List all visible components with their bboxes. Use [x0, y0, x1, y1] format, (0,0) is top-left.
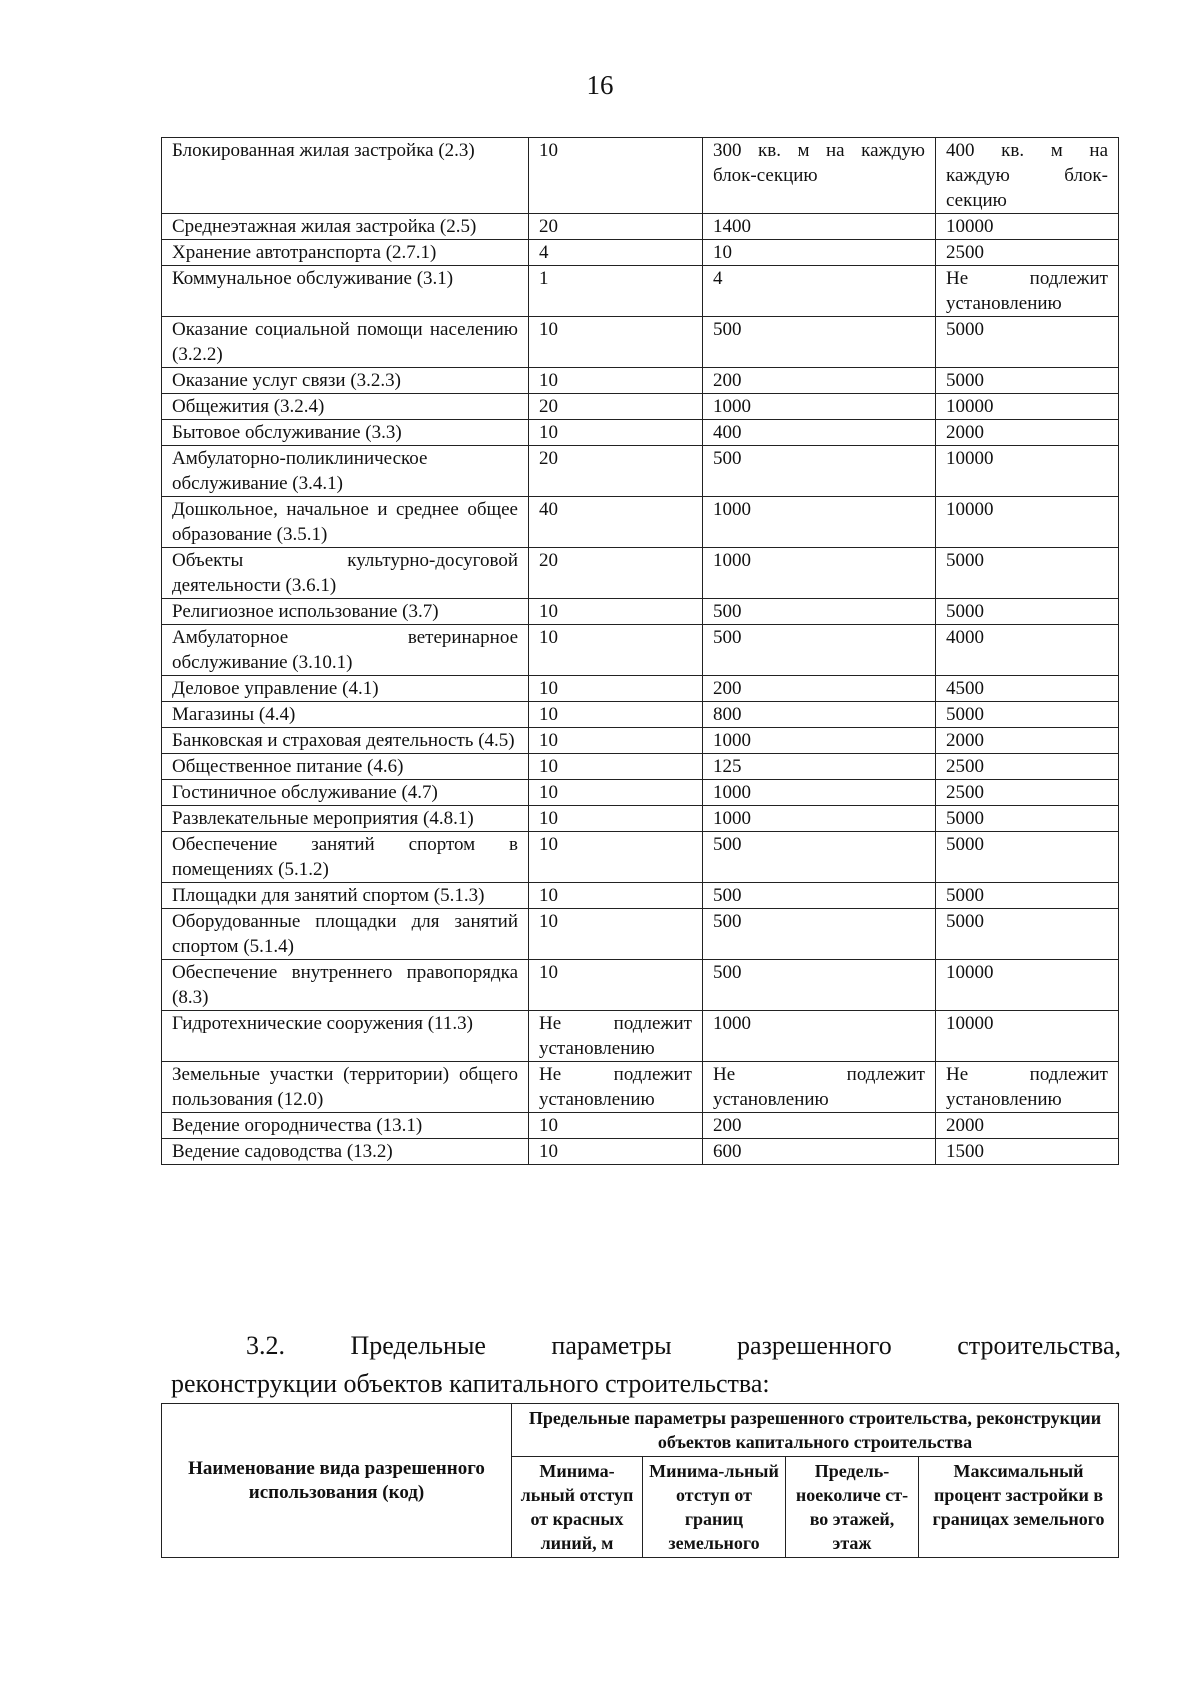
use-type-cell: Коммунальное обслуживание (3.1) [162, 266, 529, 317]
table-row [162, 728, 1119, 754]
table-row [162, 497, 1119, 548]
table-row [162, 754, 1119, 780]
value-cell-3: 5000 [936, 368, 1119, 394]
value-cell-3: 2500 [936, 754, 1119, 780]
value-cell-2: 4 [703, 266, 936, 317]
use-type-cell: Обеспечение занятий спортом в помещениях (5.1.2) [162, 832, 529, 883]
value-cell-1: Не подлежит установлению [529, 1011, 703, 1062]
value-cell-1: 20 [529, 548, 703, 599]
value-cell-2: 500 [703, 446, 936, 497]
table-row [162, 1139, 1119, 1165]
value-cell-1: 20 [529, 446, 703, 497]
value-cell-3: 4500 [936, 676, 1119, 702]
table-row [162, 599, 1119, 625]
value-cell-2: 1000 [703, 728, 936, 754]
use-type-cell: Среднеэтажная жилая застройка (2.5) [162, 214, 529, 240]
value-cell-1: 1 [529, 266, 703, 317]
page-number: 16 [586, 70, 614, 100]
value-cell-3: 5000 [936, 548, 1119, 599]
table-row [162, 317, 1119, 368]
value-cell-3: 10000 [936, 1011, 1119, 1062]
value-cell-3: 5000 [936, 909, 1119, 960]
value-cell-1: 10 [529, 909, 703, 960]
value-cell-2: 1000 [703, 548, 936, 599]
value-cell-2: 500 [703, 599, 936, 625]
value-cell-3: Не подлежит установлению [936, 266, 1119, 317]
construction-params-table [161, 1403, 1119, 1558]
value-cell-1: 10 [529, 1113, 703, 1139]
table-row [162, 420, 1119, 446]
value-cell-3: 2500 [936, 780, 1119, 806]
use-type-cell: Гидротехнические сооружения (11.3) [162, 1011, 529, 1062]
table-row [162, 960, 1119, 1011]
use-type-cell: Деловое управление (4.1) [162, 676, 529, 702]
table-row [162, 625, 1119, 676]
table-row [162, 214, 1119, 240]
value-cell-1: 10 [529, 138, 703, 214]
value-cell-1: 10 [529, 806, 703, 832]
use-type-cell: Объекты культурно-досуговой деятельности (3.6.1) [162, 548, 529, 599]
value-cell-3: 2000 [936, 1113, 1119, 1139]
header-use-type-name: Наименование вида разрешенного использования (код) [162, 1404, 512, 1558]
value-cell-2: Не подлежит установлению [703, 1062, 936, 1113]
value-cell-2: 500 [703, 625, 936, 676]
value-cell-3: 10000 [936, 394, 1119, 420]
value-cell-2: 10 [703, 240, 936, 266]
table-row [162, 138, 1119, 214]
table-row [162, 368, 1119, 394]
value-cell-1: 20 [529, 214, 703, 240]
land-use-table [161, 137, 1119, 1165]
value-cell-2: 1000 [703, 806, 936, 832]
table-row [162, 806, 1119, 832]
value-cell-2: 200 [703, 1113, 936, 1139]
table-row [162, 240, 1119, 266]
value-cell-3: 5000 [936, 599, 1119, 625]
value-cell-1: 10 [529, 625, 703, 676]
value-cell-2: 500 [703, 317, 936, 368]
value-cell-1: 10 [529, 728, 703, 754]
section-heading [171, 1327, 1121, 1403]
table-row [162, 394, 1119, 420]
value-cell-3: 10000 [936, 497, 1119, 548]
use-type-cell: Банковская и страховая деятельность (4.5) [162, 728, 529, 754]
value-cell-3: 10000 [936, 214, 1119, 240]
value-cell-2: 500 [703, 909, 936, 960]
value-cell-2: 500 [703, 832, 936, 883]
value-cell-1: 10 [529, 676, 703, 702]
value-cell-2: 125 [703, 754, 936, 780]
use-type-cell: Амбулаторно-поликлиническое обслуживание (3.4.1) [162, 446, 529, 497]
value-cell-1: 10 [529, 702, 703, 728]
value-cell-1: 10 [529, 368, 703, 394]
value-cell-2: 1400 [703, 214, 936, 240]
value-cell-3: 2000 [936, 728, 1119, 754]
value-cell-1: 40 [529, 497, 703, 548]
value-cell-3: 4000 [936, 625, 1119, 676]
value-cell-2: 400 [703, 420, 936, 446]
header-min-setback-boundaries: Минима-льный отступ от границ земельного [643, 1457, 786, 1558]
value-cell-1: 10 [529, 1139, 703, 1165]
use-type-cell: Амбулаторное ветеринарное обслуживание (3.10.1) [162, 625, 529, 676]
value-cell-1: 10 [529, 420, 703, 446]
value-cell-3: 10000 [936, 960, 1119, 1011]
use-type-cell: Земельные участки (территории) общего пользования (12.0) [162, 1062, 529, 1113]
value-cell-1: 4 [529, 240, 703, 266]
use-type-cell: Бытовое обслуживание (3.3) [162, 420, 529, 446]
value-cell-3: 5000 [936, 317, 1119, 368]
table-row [162, 883, 1119, 909]
table-row [162, 832, 1119, 883]
value-cell-3: 5000 [936, 702, 1119, 728]
value-cell-2: 1000 [703, 394, 936, 420]
value-cell-2: 200 [703, 368, 936, 394]
table-row [162, 548, 1119, 599]
table-row [162, 780, 1119, 806]
value-cell-2: 1000 [703, 780, 936, 806]
value-cell-1: 10 [529, 960, 703, 1011]
value-cell-3: Не подлежит установлению [936, 1062, 1119, 1113]
value-cell-1: 10 [529, 599, 703, 625]
value-cell-2: 200 [703, 676, 936, 702]
value-cell-2: 800 [703, 702, 936, 728]
value-cell-3: 2000 [936, 420, 1119, 446]
table-row [162, 266, 1119, 317]
use-type-cell: Оказание социальной помощи населению (3.2.2) [162, 317, 529, 368]
table-row [162, 702, 1119, 728]
section-heading-line2: реконструкции объектов капитального строительства: [171, 1369, 770, 1398]
use-type-cell: Гостиничное обслуживание (4.7) [162, 780, 529, 806]
use-type-cell: Общежития (3.2.4) [162, 394, 529, 420]
use-type-cell: Хранение автотранспорта (2.7.1) [162, 240, 529, 266]
value-cell-1: 10 [529, 780, 703, 806]
value-cell-2: 1000 [703, 497, 936, 548]
value-cell-3: 5000 [936, 883, 1119, 909]
use-type-cell: Магазины (4.4) [162, 702, 529, 728]
value-cell-2: 500 [703, 960, 936, 1011]
use-type-cell: Религиозное использование (3.7) [162, 599, 529, 625]
value-cell-3: 10000 [936, 446, 1119, 497]
value-cell-3: 5000 [936, 832, 1119, 883]
value-cell-1: 10 [529, 883, 703, 909]
value-cell-1: Не подлежит установлению [529, 1062, 703, 1113]
table-row [162, 676, 1119, 702]
use-type-cell: Ведение садоводства (13.2) [162, 1139, 529, 1165]
use-type-cell: Дошкольное, начальное и среднее общее образование (3.5.1) [162, 497, 529, 548]
header-max-coverage: Максимальный процент застройки в границах земельного [919, 1457, 1119, 1558]
value-cell-2: 600 [703, 1139, 936, 1165]
use-type-cell: Блокированная жилая застройка (2.3) [162, 138, 529, 214]
table-row [162, 446, 1119, 497]
header-min-setback-red-lines: Минима-льный отступ от красных линий, м [512, 1457, 643, 1558]
use-type-cell: Оборудованные площадки для занятий спортом (5.1.4) [162, 909, 529, 960]
value-cell-1: 10 [529, 754, 703, 780]
table-row [162, 1062, 1119, 1113]
land-use-table-body [162, 138, 1119, 1165]
table-row [162, 1113, 1119, 1139]
use-type-cell: Оказание услуг связи (3.2.3) [162, 368, 529, 394]
value-cell-2: 300 кв. м на каждую блок-секцию [703, 138, 936, 214]
section-heading-line1: 3.2. Предельные параметры разрешенного строительства, [246, 1331, 1121, 1360]
table-row [162, 1011, 1119, 1062]
value-cell-2: 500 [703, 883, 936, 909]
table-row [162, 909, 1119, 960]
header-max-floors: Предель-ноеколиче ст-во этажей, этаж [786, 1457, 919, 1558]
value-cell-3: 5000 [936, 806, 1119, 832]
use-type-cell: Ведение огородничества (13.1) [162, 1113, 529, 1139]
header-limit-params: Предельные параметры разрешенного строительства, реконструкции объектов капитального строительства [512, 1404, 1119, 1457]
value-cell-1: 10 [529, 832, 703, 883]
use-type-cell: Общественное питание (4.6) [162, 754, 529, 780]
value-cell-3: 2500 [936, 240, 1119, 266]
use-type-cell: Площадки для занятий спортом (5.1.3) [162, 883, 529, 909]
value-cell-1: 20 [529, 394, 703, 420]
value-cell-2: 1000 [703, 1011, 936, 1062]
value-cell-3: 1500 [936, 1139, 1119, 1165]
value-cell-3: 400 кв. м на каждую блок-секцию [936, 138, 1119, 214]
value-cell-1: 10 [529, 317, 703, 368]
use-type-cell: Обеспечение внутреннего правопорядка (8.3) [162, 960, 529, 1011]
use-type-cell: Развлекательные мероприятия (4.8.1) [162, 806, 529, 832]
